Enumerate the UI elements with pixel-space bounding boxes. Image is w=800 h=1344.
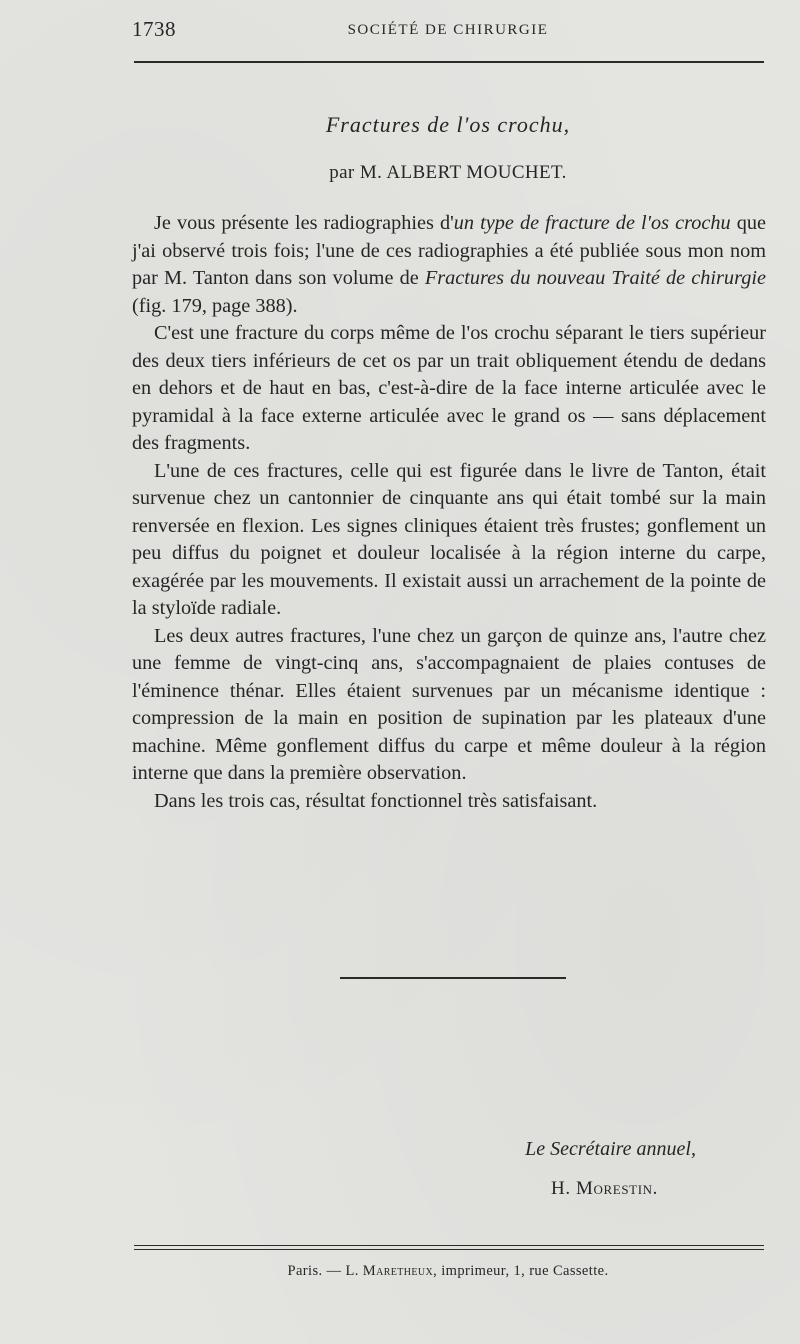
italic-text-segment: un type de fracture de l'os crochu: [453, 212, 731, 234]
top-rule: [134, 61, 764, 63]
signature-name: H. Morestin.: [551, 1178, 658, 1199]
article-body: [132, 210, 766, 815]
text-segment: Dans les trois cas, résultat fonctionnel très satisfaisant.: [154, 789, 598, 812]
article-title: Fractures de l'os crochu,: [325, 112, 571, 137]
printer-address: , imprimeur, 1, rue Cassette.: [433, 1263, 609, 1279]
body-paragraph: [132, 458, 766, 623]
running-head: [132, 17, 764, 45]
printer-imprint: [132, 1263, 764, 1280]
text-segment: Les deux autres fractures, l'une chez un garçon de quinze ans, l'autre chez une femme de vingt-cinq ans, s'accompagnaient de plaies contuses de l'éminence thénar. Elles étaient survenues par un mécanisme identique : compression de la main en position de supination par les plateaux d'une machine. Même gonflement diffus du carpe et même douleur à la région interne que dans la première observation.: [132, 624, 766, 784]
text-segment: (fig. 179, page 388).: [132, 294, 298, 317]
section-end-rule: [340, 977, 566, 979]
bottom-double-rule: [134, 1245, 764, 1250]
printer-name: L. Maretheux: [345, 1263, 434, 1279]
body-paragraph: [132, 623, 766, 788]
text-segment: L'une de ces fractures, celle qui est figurée dans le livre de Tanton, était survenue chez un cantonnier de cinquante ans qui était tombé sur la main renversée en flexion. Les signes cliniques étaient très frustes; gonflement un peu diffus du poignet et douleur localisée à la région interne du carpe, exagérée par les mouvements. Il existait aussi un arrachement de la pointe de la styloïde radiale.: [132, 459, 766, 619]
printer-city: Paris. —: [287, 1263, 346, 1279]
text-segment: que j'ai observé trois fois; l'une de ces radiographies a été publiée sous mon nom par M. Tanton dans son volume de: [132, 212, 766, 289]
page-number: 1738: [132, 17, 176, 41]
signature-role: Le Secrétaire annuel,: [525, 1138, 696, 1160]
body-paragraph: [132, 210, 766, 320]
article-author: par M. ALBERT MOUCHET.: [329, 162, 567, 183]
text-segment: C'est une fracture du corps même de l'os crochu séparant le tiers supérieur des deux tiers inférieurs de cet os par un trait obliquement étendu de dedans en dehors et de haut en bas, c'est-à-dire de la face interne articulée avec le pyramidal à la face externe articulée avec le grand os — sans déplacement des fragments.: [132, 322, 766, 454]
italic-text-segment: Fractures du nouveau Traité de chirurgie: [424, 267, 766, 289]
journal-title: SOCIÉTÉ DE CHIRURGIE: [347, 22, 549, 38]
body-paragraph: [132, 320, 766, 458]
text-segment: Je vous présente les radiographies d': [154, 212, 454, 234]
body-paragraph: [132, 788, 766, 816]
